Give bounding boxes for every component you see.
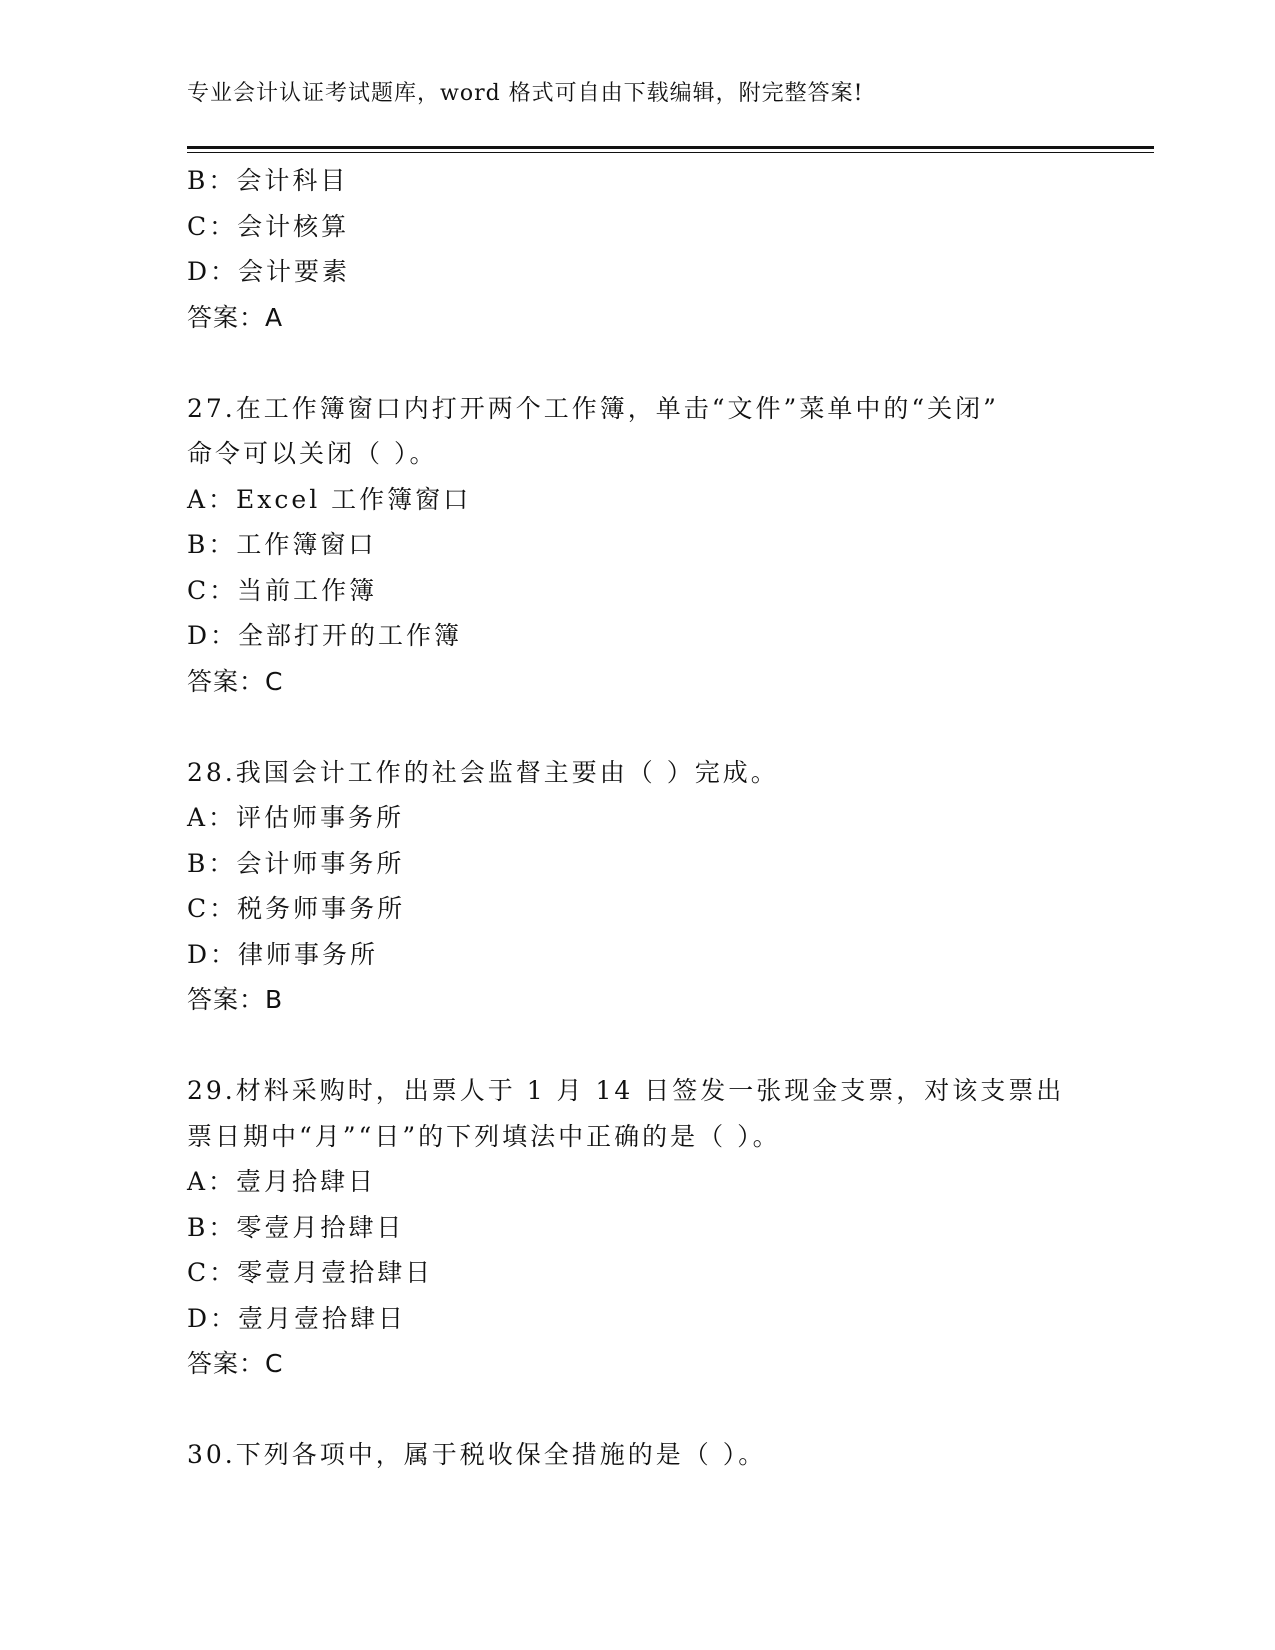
header-rule-thin (187, 152, 1154, 153)
option-b: B：会计科目 (187, 166, 349, 195)
option-c: C：税务师事务所 (187, 894, 406, 923)
option-c: C：当前工作簿 (187, 575, 378, 605)
spacer (187, 1023, 1067, 1069)
spacer (187, 1387, 1067, 1433)
option-c: C：零壹月壹拾肆日 (187, 1258, 434, 1287)
question-list (187, 158, 1067, 1478)
page-header: 专业会计认证考试题库，word 格式可自由下载编辑，附完整答案! (187, 81, 864, 106)
question-stem-continued: 票日期中“月”“日”的下列填法中正确的是（ ）。 (187, 1121, 781, 1151)
option-d: D：律师事务所 (187, 939, 379, 969)
answer-line: 答案：C (187, 1349, 284, 1378)
question-stem-continued: 命令可以关闭（ ）。 (187, 439, 438, 468)
spacer (187, 340, 1067, 386)
option-c: C：会计核算 (187, 211, 350, 241)
question-26-fragment (187, 158, 1067, 340)
option-b: B：工作簿窗口 (187, 530, 377, 559)
header-rule-thick (187, 146, 1154, 149)
answer-line: 答案：A (187, 302, 284, 332)
option-a: A：壹月拾肆日 (187, 1167, 377, 1196)
spacer (187, 704, 1067, 750)
question-stem: 30.下列各项中，属于税收保全措施的是（ ）。 (187, 1440, 767, 1469)
question-stem: 29.材料采购时，出票人于 1 月 14 日签发一张现金支票，对该支票出 (187, 1076, 1065, 1105)
option-d: D：全部打开的工作簿 (187, 621, 463, 650)
option-b: B：零壹月拾肆日 (187, 1212, 405, 1242)
answer-line: 答案：C (187, 666, 284, 696)
question-27 (187, 386, 1067, 705)
answer-line: 答案：B (187, 985, 284, 1014)
option-d: D：会计要素 (187, 257, 351, 286)
option-a: A：评估师事务所 (187, 803, 405, 832)
option-a: A：Excel 工作簿窗口 (187, 484, 472, 514)
question-28 (187, 750, 1067, 1023)
question-30 (187, 1432, 1067, 1478)
option-d: D：壹月壹拾肆日 (187, 1303, 407, 1333)
question-stem: 28.我国会计工作的社会监督主要由（ ）完成。 (187, 757, 779, 787)
question-29 (187, 1068, 1067, 1387)
question-stem: 27.在工作簿窗口内打开两个工作簿，单击“文件”菜单中的“关闭” (187, 393, 999, 423)
option-b: B：会计师事务所 (187, 848, 405, 878)
